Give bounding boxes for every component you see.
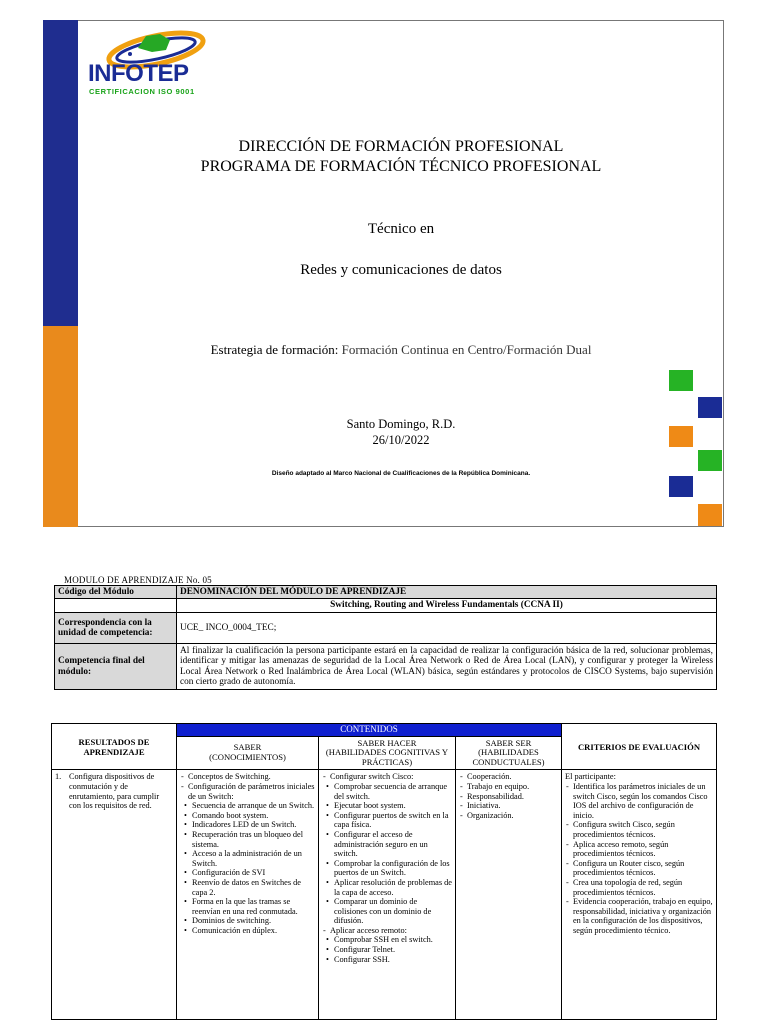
list-item: - Conceptos de Switching. bbox=[180, 772, 315, 782]
saber-header bbox=[177, 736, 319, 770]
list-item: • Comprobar la configuración de los puertos de un Switch. bbox=[322, 859, 452, 878]
decor-square-blue bbox=[669, 476, 693, 497]
list-item: • Comprobar secuencia de arranque del switch. bbox=[322, 782, 452, 801]
tecnico-en: Técnico en bbox=[367, 221, 435, 237]
list-item: - Aplica acceso remoto, según procedimientos técnicos. bbox=[565, 840, 713, 859]
correspondence-value: UCE_ INCO_0004_TEC; bbox=[177, 613, 717, 644]
list-item: - Configura un Router cisco, según procedimientos técnicos. bbox=[565, 859, 713, 878]
list-item: - Evidencia cooperación, trabajo en equipo, responsabilidad, iniciativa y organización en la configuración de los dispositivos, según procedimiento técnico. bbox=[565, 897, 713, 935]
logo-certification: CERTIFICACION ISO 9001 bbox=[89, 87, 195, 96]
title-line-2: PROGRAMA DE FORMACIÓN TÉCNICO PROFESIONAL bbox=[200, 158, 602, 175]
list-item: - Organización. bbox=[459, 811, 558, 821]
cover-blue-bar bbox=[43, 20, 78, 326]
list-item: - Crea una topología de red, según procedimientos técnicos. bbox=[565, 878, 713, 897]
cover-title bbox=[78, 137, 724, 177]
list-item: • Ejecutar boot system. bbox=[322, 801, 452, 811]
list-item: - Identifica los parámetros iniciales de un switch Cisco, según los comandos Cisco IOS del archivo de configuración de inicio. bbox=[565, 782, 713, 820]
saber-title: SABER bbox=[233, 742, 262, 753]
program-name: Redes y comunicaciones de datos bbox=[300, 262, 502, 278]
contents-table bbox=[51, 723, 717, 1020]
list-item: • Comando boot system. bbox=[180, 811, 315, 821]
saber-subtitle: (CONOCIMIENTOS) bbox=[209, 751, 286, 762]
hacer-subtitle: (HABILIDADES COGNITIVAS Y PRÁCTICAS) bbox=[325, 747, 449, 767]
hacer-cell bbox=[319, 770, 456, 1020]
results-header: RESULTADOS DE APRENDIZAJE bbox=[52, 724, 177, 770]
list-item: • Configurar el acceso de administración seguro en un switch. bbox=[322, 830, 452, 859]
list-item: • Secuencia de arranque de un Switch. bbox=[180, 801, 315, 811]
list-item: • Reenvío de datos en Switches de capa 2. bbox=[180, 878, 315, 897]
list-item: - Responsabilidad. bbox=[459, 792, 558, 802]
date: 26/10/2022 bbox=[372, 433, 430, 447]
design-note: Diseño adaptado al Marco Nacional de Cualificaciones de la República Dominicana. bbox=[271, 470, 531, 477]
name-header: DENOMINACIÓN DEL MÓDULO DE APRENDIZAJE bbox=[177, 586, 717, 599]
code-value bbox=[55, 599, 177, 613]
result-number: 1. bbox=[55, 772, 62, 782]
strategy-value: Formación Continua en Centro/Formación Dual bbox=[341, 342, 592, 357]
list-item: • Forma en la que las tramas se reenvían en una red conmutada. bbox=[180, 897, 315, 916]
list-item: • Configurar puertos de switch en la capa física. bbox=[322, 811, 452, 830]
code-header: Código del Módulo bbox=[55, 586, 177, 599]
module-name: Switching, Routing and Wireless Fundamentals (CCNA II) bbox=[177, 599, 717, 613]
module-table bbox=[54, 585, 717, 690]
list-item-label: Configuración de parámetros iniciales de un Switch: bbox=[188, 781, 315, 801]
list-item bbox=[180, 782, 315, 936]
list-item-label: Aplicar acceso remoto: bbox=[330, 925, 407, 935]
title-line-1: DIRECCIÓN DE FORMACIÓN PROFESIONAL bbox=[238, 138, 564, 155]
competence-label: Competencia final del módulo: bbox=[55, 644, 177, 690]
list-item bbox=[322, 926, 452, 964]
list-item: • Comunicación en dúplex. bbox=[180, 926, 315, 936]
list-item-label: Configurar switch Cisco: bbox=[330, 772, 414, 782]
list-item: • Configurar Telnet. bbox=[322, 945, 452, 955]
list-item: - Cooperación. bbox=[459, 772, 558, 782]
hacer-title: SABER HACER bbox=[357, 737, 417, 748]
place: Santo Domingo, R.D. bbox=[346, 417, 456, 431]
list-item: • Comparar un dominio de colisiones con un dominio de difusión. bbox=[322, 897, 452, 926]
result-text: Configura dispositivos de conmutación y de enrutamiento, para cumplir con los requisitos de red. bbox=[69, 772, 160, 811]
ser-subtitle: (HABILIDADES CONDUCTUALES) bbox=[472, 747, 545, 767]
result-item bbox=[55, 772, 173, 810]
strategy-label: Estrategia de formación: bbox=[210, 342, 339, 357]
cover-orange-bar bbox=[43, 326, 78, 527]
list-item bbox=[322, 772, 452, 926]
criteria-intro: El participante: bbox=[565, 772, 616, 782]
list-item: - Trabajo en equipo. bbox=[459, 782, 558, 792]
decor-square-blue bbox=[698, 397, 722, 418]
competence-value: Al finalizar la cualificación la persona participante estará en la capacidad de realizar la configuración básica de la red, solucionar problemas, identificar y mitigar las amenazas de seguridad de la Local Área Network o Red de Área Local (LAN), y configurar y proteger la Wireless Local Área Network o Red Inalámbrica de Área Local (WLAN) básica, según estándares y protocolos de CISCO Systems, bajo supervisión con cierto grado de autonomía. bbox=[177, 644, 717, 690]
correspondence-label: Correspondencia con la unidad de competencia: bbox=[55, 613, 177, 644]
ser-title: SABER SER bbox=[485, 737, 532, 748]
criteria-header: CRITERIOS DE EVALUACIÓN bbox=[562, 724, 717, 770]
logo-wordmark: INFOTEP bbox=[88, 60, 189, 87]
decor-square-green bbox=[698, 450, 722, 471]
ser-header bbox=[456, 736, 562, 770]
list-item: - Configura switch Cisco, según procedimientos técnicos. bbox=[565, 820, 713, 839]
list-item: - Iniciativa. bbox=[459, 801, 558, 811]
list-item: • Configurar SSH. bbox=[322, 955, 452, 965]
saber-cell bbox=[177, 770, 319, 1020]
ser-cell bbox=[456, 770, 562, 1020]
list-item: • Comprobar SSH en el switch. bbox=[322, 935, 452, 945]
list-item: • Aplicar resolución de problemas de la capa de acceso. bbox=[322, 878, 452, 897]
list-item: • Dominios de switching. bbox=[180, 916, 315, 926]
strategy-line bbox=[78, 342, 724, 358]
list-item: • Configuración de SVI bbox=[180, 868, 315, 878]
contents-header: CONTENIDOS bbox=[177, 724, 562, 737]
decor-square-green bbox=[669, 370, 693, 391]
module-label: MODULO DE APRENDIZAJE No. 05 bbox=[64, 575, 212, 585]
criteria-cell bbox=[562, 770, 717, 1020]
list-item: • Indicadores LED de un Switch. bbox=[180, 820, 315, 830]
place-date bbox=[78, 416, 724, 448]
result-cell bbox=[52, 770, 177, 1020]
list-item: • Recuperación tras un bloqueo del sistema. bbox=[180, 830, 315, 849]
hacer-header bbox=[319, 736, 456, 770]
list-item: • Acceso a la administración de un Switch. bbox=[180, 849, 315, 868]
decor-square-orange bbox=[698, 504, 722, 526]
